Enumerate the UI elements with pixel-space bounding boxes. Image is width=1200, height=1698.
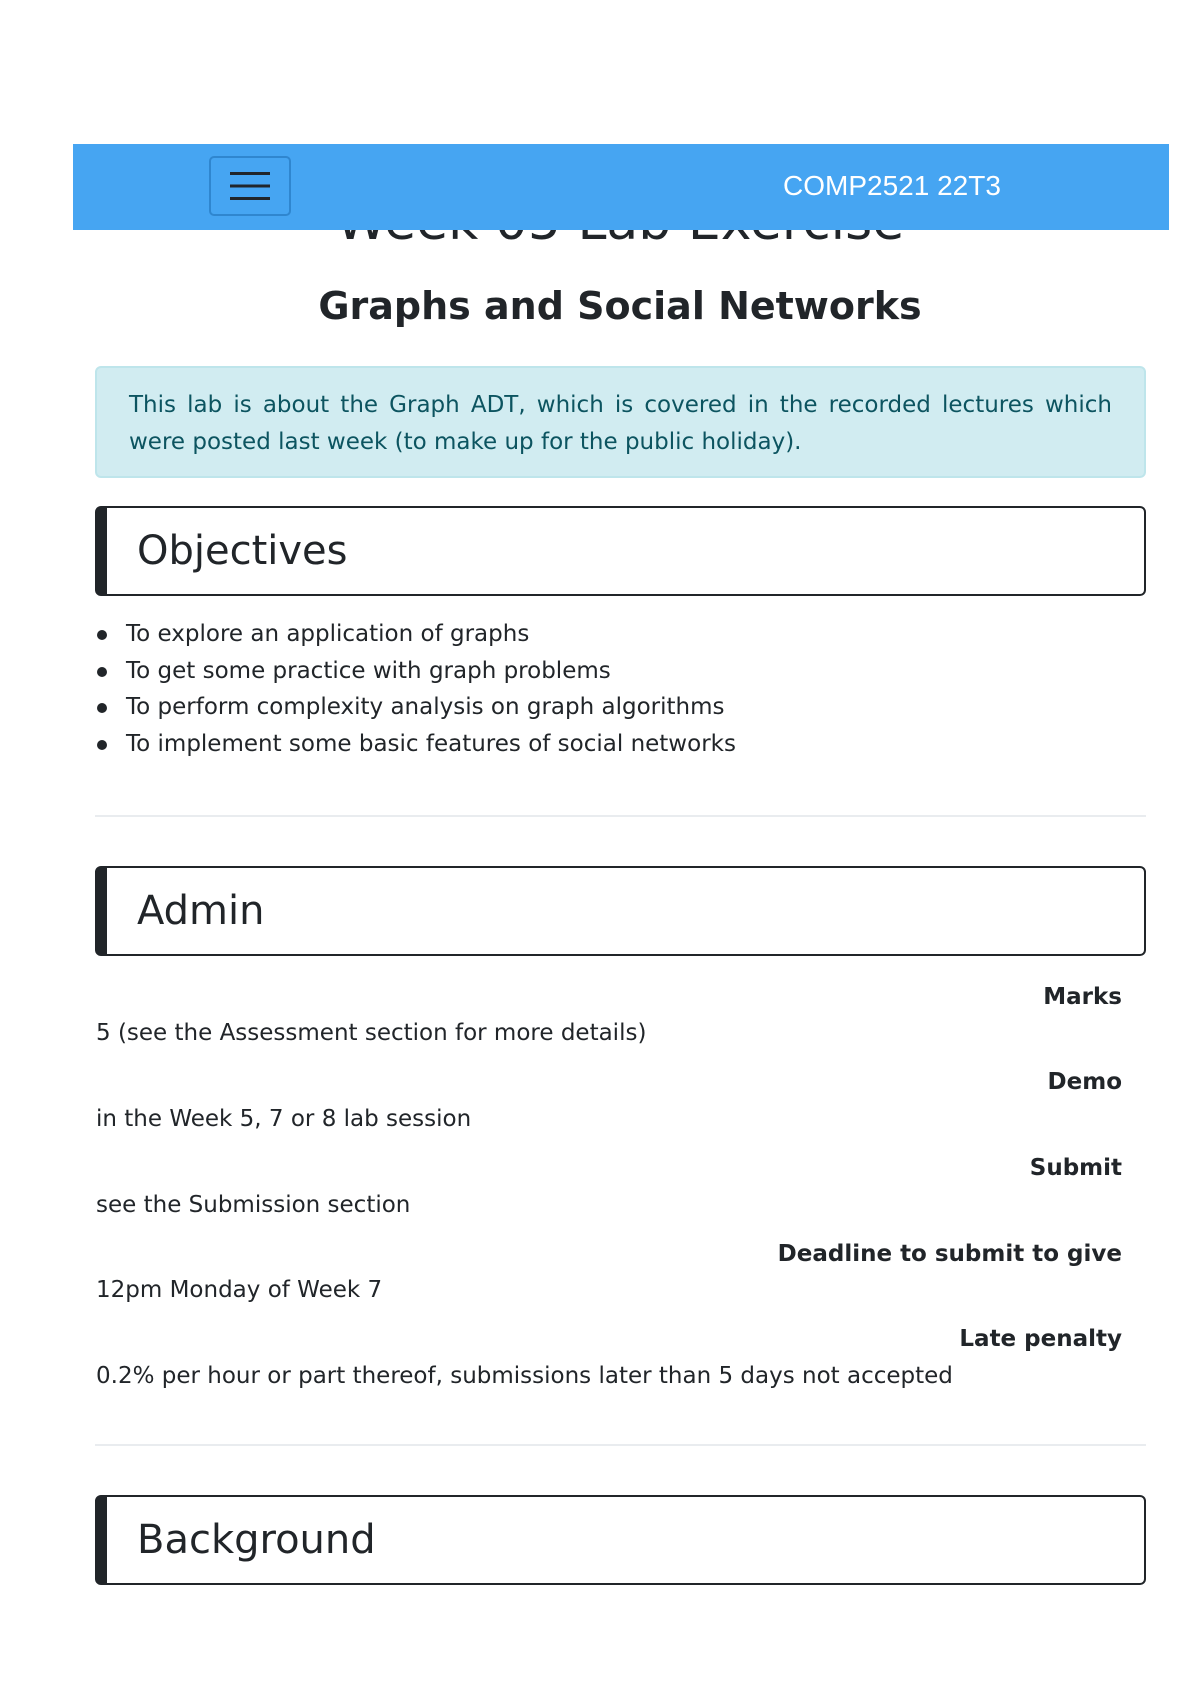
admin-term-late-penalty: Late penalty [959, 1326, 1122, 1352]
admin-desc-submit: see the Submission section [96, 1192, 411, 1218]
admin-desc-late-penalty: 0.2% per hour or part thereof, submissions later than 5 days not accepted [96, 1363, 953, 1389]
top-navbar [73, 144, 1169, 230]
admin-term-submit: Submit [1029, 1155, 1122, 1181]
admin-desc-demo: in the Week 5, 7 or 8 lab session [96, 1106, 472, 1132]
admin-term-deadline: Deadline to submit to give [777, 1241, 1122, 1267]
admin-term-demo: Demo [1047, 1069, 1122, 1095]
section-header-admin: Admin [95, 866, 1146, 956]
list-item: To get some practice with graph problems [95, 653, 736, 690]
divider [95, 1444, 1146, 1446]
menu-toggle-button[interactable] [209, 156, 291, 216]
section-header-objectives: Objectives [95, 506, 1146, 596]
admin-term-marks: Marks [1043, 984, 1122, 1010]
admin-desc-deadline: 12pm Monday of Week 7 [96, 1277, 383, 1303]
objectives-list [95, 616, 736, 762]
list-item: To implement some basic features of social networks [95, 726, 736, 763]
page-subtitle: Graphs and Social Networks [318, 284, 922, 328]
list-item: To perform complexity analysis on graph algorithms [95, 689, 736, 726]
divider [95, 815, 1146, 817]
section-header-background: Background [95, 1495, 1146, 1585]
hamburger-menu-icon [230, 171, 270, 201]
admin-desc-marks: 5 (see the Assessment section for more details) [96, 1020, 647, 1046]
info-alert: This lab is about the Graph ADT, which is covered in the recorded lectures which were posted last week (to make up for the public holiday). [95, 366, 1146, 478]
course-code-link[interactable]: COMP2521 22T3 [783, 170, 1001, 201]
list-item: To explore an application of graphs [95, 616, 736, 653]
